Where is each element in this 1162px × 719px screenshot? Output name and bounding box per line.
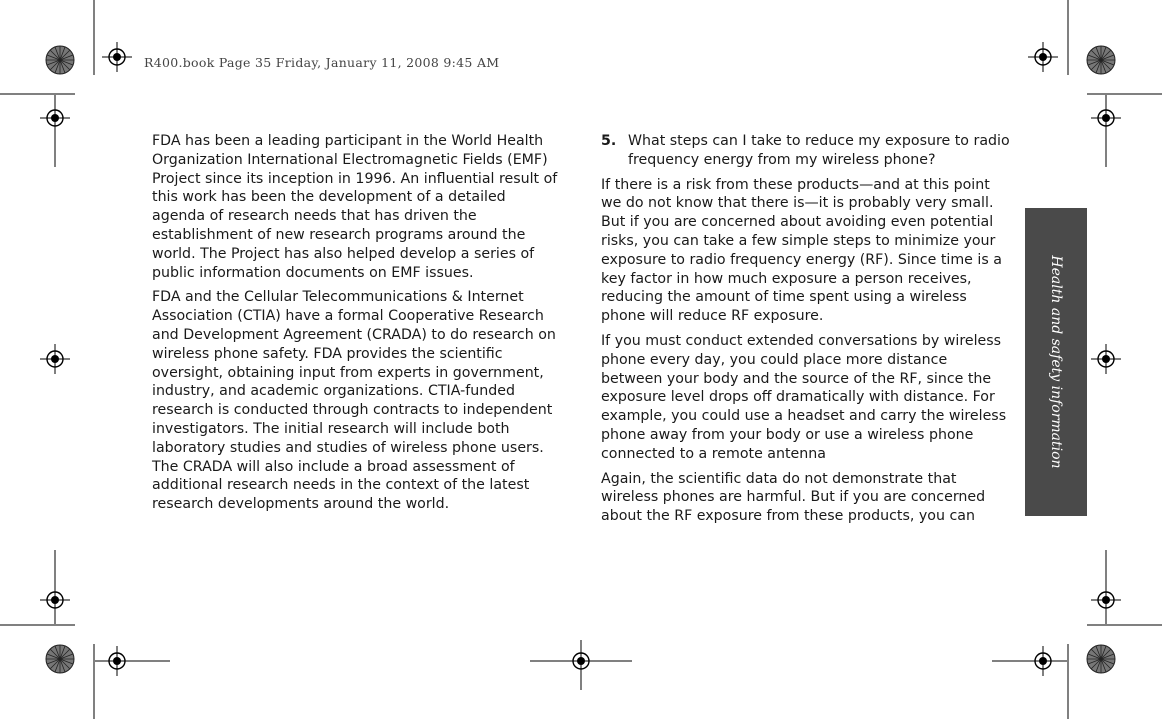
section-side-tab [1025,208,1087,516]
paragraph: If there is a risk from these products—and at this point we do not know that there is—it is probably very small. But if you are concerned about avoiding even potential risks, you can take a few simple steps to minimize your exposure to radio frequency energy (RF). Since time is a key factor in how much exposure a person receives, reducing the amount of time spent using a wireless phone will reduce RF exposure. [601,176,1002,325]
paragraph: FDA and the Cellular Telecommunications & Internet Association (CTIA) have a formal Cooperative Research and Development Agreement (CRADA) to do research on wireless phone safety. FDA provides the scientific oversight, obtaining input from experts in government, industry, and academic organizations. CTIA-funded research is conducted through contracts to independent investigators. The initial research will include both laboratory studies and studies of wireless phone users. The CRADA will also include a broad assessment of additional research needs in the context of the latest research developments around the world. [152,289,556,513]
color-starburst [46,645,74,673]
registration-crosshair [40,103,70,133]
paragraph: If you must conduct extended conversations by wireless phone every day, you could place more distance between your body and the source of the RF, since the exposure level drops off dramatically with distance. For example, you could use a headset and carry the wireless phone away from your body or use a wireless phone connected to a remote antenna [601,332,1007,462]
numbered-question [601,132,1013,170]
registration-crosshair [566,646,596,676]
color-starburst [46,46,74,74]
registration-crosshair [102,42,132,72]
left-column [152,132,562,520]
registration-crosshair [40,344,70,374]
registration-crosshair [40,585,70,615]
book-page-header: R400.book Page 35 Friday, January 11, 2008 9:45 AM [144,55,500,70]
registration-crosshair [1028,646,1058,676]
question-text: What steps can I take to reduce my exposure to radio frequency energy from my wireless phone? [628,133,1010,168]
color-starburst [1087,46,1115,74]
right-column [601,132,1013,532]
registration-crosshair [102,646,132,676]
registration-crosshair [1091,585,1121,615]
color-starburst [1087,645,1115,673]
question-number: 5. [601,133,617,149]
registration-crosshair [1091,103,1121,133]
paragraph: FDA has been a leading participant in the World Health Organization International Electromagnetic Fields (EMF) Project since its inception in 1996. An influential result of this work has been the development of a detailed agenda of research needs that has driven the establishment of new research programs around the world. The Project has also helped develop a series of public information documents on EMF issues. [152,133,558,281]
registration-crosshair [1028,42,1058,72]
paragraph: Again, the scientific data do not demonstrate that wireless phones are harmful. But if you are concerned about the RF exposure from these products, you can [601,470,986,525]
registration-crosshair [1091,344,1121,374]
side-tab-label: Health and safety information [1048,255,1064,469]
